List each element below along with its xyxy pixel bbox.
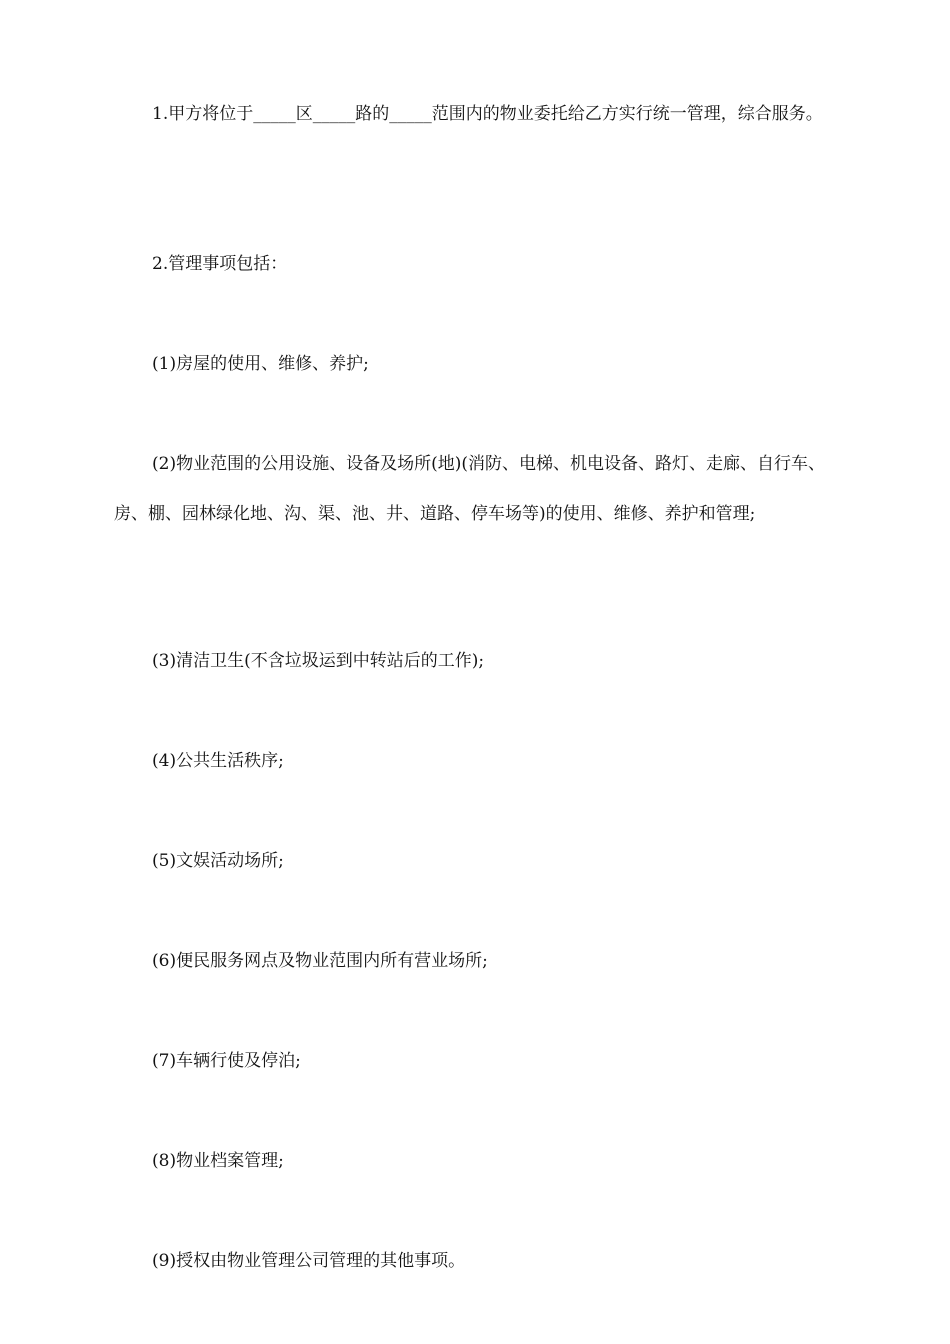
paragraph-item-6: (6)便民服务网点及物业范围内所有营业场所; xyxy=(152,951,488,971)
paragraph-item-8: (8)物业档案管理; xyxy=(152,1151,284,1171)
paragraph-item-7: (7)车辆行使及停泊; xyxy=(152,1051,301,1071)
paragraph-1: 1.甲方将位于_____区_____路的_____范围内的物业委托给乙方实行统一管理，综合服务。 xyxy=(152,104,823,124)
paragraph-item-1: (1)房屋的使用、维修、养护; xyxy=(152,354,369,374)
paragraph-item-4: (4)公共生活秩序; xyxy=(152,751,284,771)
paragraph-item-9: (9)授权由物业管理公司管理的其他事项。 xyxy=(152,1251,466,1271)
paragraph-item-2: (2)物业范围的公用设施、设备及场所(地)(消防、电梯、机电设备、路灯、走廊、自行车、房、棚、园林绿化地、沟、渠、池、井、道路、停车场等)的使用、维修、养护和管理; xyxy=(114,454,825,524)
paragraph-item-5: (5)文娱活动场所; xyxy=(152,851,284,871)
paragraph-2: 2.管理事项包括： xyxy=(152,254,288,274)
paragraph-item-3: (3)清洁卫生(不含垃圾运到中转站后的工作); xyxy=(152,651,485,671)
